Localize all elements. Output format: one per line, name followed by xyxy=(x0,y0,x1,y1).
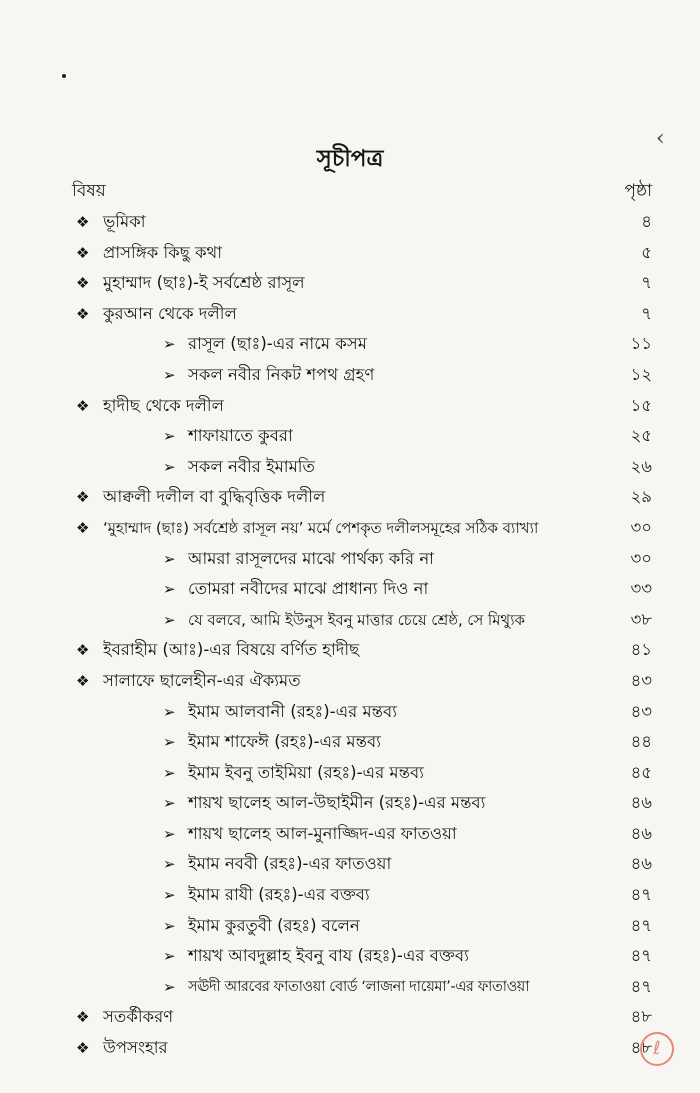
toc-entry[interactable] xyxy=(0,758,700,789)
toc-entry-page: ২৬ xyxy=(630,456,652,476)
toc-entry-title: শায়খ আবদুল্লাহ ইবনু বায (রহঃ)-এর বক্তব্য xyxy=(188,946,469,966)
toc-entry[interactable] xyxy=(0,391,700,422)
toc-entry-page: ৪৩ xyxy=(630,701,652,721)
diamond-bullet-icon: ❖ xyxy=(76,1008,90,1027)
arrow-bullet-icon: ➢ xyxy=(163,549,176,568)
toc-entry[interactable] xyxy=(0,911,700,942)
toc-entry-page: ৪৭ xyxy=(630,885,652,905)
toc-entry[interactable] xyxy=(0,819,700,850)
arrow-bullet-icon: ➢ xyxy=(163,733,176,752)
diamond-bullet-icon: ❖ xyxy=(76,488,90,507)
margin-tick-mark: ‹ xyxy=(656,126,665,151)
toc-entry-title: ‘মুহাম্মাদ (ছাঃ) সর্বশ্রেষ্ঠ রাসূল নয়’ মর্মে পেশকৃত দলীলসমূহের সঠিক ব্যাখ্যা xyxy=(103,518,539,537)
arrow-bullet-icon: ➢ xyxy=(163,335,176,354)
diamond-bullet-icon: ❖ xyxy=(76,1039,90,1058)
toc-entry-page: ৪ xyxy=(641,212,652,231)
toc-entry-title: কুরআন থেকে দলীল xyxy=(103,303,237,323)
toc-entry-page: ৪৮ xyxy=(630,1007,652,1027)
toc-entry-title: ভূমিকা xyxy=(103,212,146,231)
toc-entry[interactable] xyxy=(0,635,700,666)
arrow-bullet-icon: ➢ xyxy=(163,855,176,874)
toc-entry-title: উপসংহার xyxy=(103,1038,168,1058)
toc-entry-title: সতর্কীকরণ xyxy=(103,1007,174,1027)
arrow-bullet-icon: ➢ xyxy=(163,824,176,843)
toc-entry-page: ৪৩ xyxy=(630,670,652,690)
toc-entry[interactable] xyxy=(0,360,700,391)
toc-header xyxy=(72,178,652,208)
toc-entry-title: যে বলবে, আমি ইউনুস ইবনু মাত্তার চেয়ে শ্রেষ্ঠ, সে মিথ্যুক xyxy=(188,610,525,629)
toc-entry-title: শায়খ ছালেহ আল-মুনাজ্জিদ-এর ফাতওয়া xyxy=(188,823,457,843)
toc-entry-page: ৪৮ xyxy=(630,1038,652,1058)
toc-entry-title: আমরা রাসূলদের মাঝে পার্থক্য করি না xyxy=(188,548,434,568)
toc-entry[interactable] xyxy=(0,452,700,483)
toc-entry[interactable] xyxy=(0,268,700,299)
toc-entry[interactable] xyxy=(0,1002,700,1033)
toc-entry[interactable] xyxy=(0,788,700,819)
subject-column-label: বিষয় xyxy=(72,181,106,201)
toc-entry-page: ১২ xyxy=(630,364,652,384)
diamond-bullet-icon: ❖ xyxy=(76,396,90,415)
toc-entry-title: হাদীছ থেকে দলীল xyxy=(103,395,224,415)
toc-entry[interactable] xyxy=(0,238,700,269)
toc-entry-page: ৪৭ xyxy=(630,946,652,966)
toc-entry[interactable] xyxy=(0,605,700,636)
toc-entry[interactable] xyxy=(0,849,700,880)
toc-entry[interactable] xyxy=(0,329,700,360)
diamond-bullet-icon: ❖ xyxy=(76,243,90,262)
diamond-bullet-icon: ❖ xyxy=(76,518,90,537)
toc-entry-title: সকল নবীর ইমামতি xyxy=(188,456,315,476)
toc-entry-title: সঊদী আরবের ফাতাওয়া বোর্ড ‘লাজনা দায়েমা’-এর ফাতাওয়া xyxy=(188,978,530,995)
toc-entry-page: ৪৭ xyxy=(630,976,652,996)
toc-entry-page: ৪৭ xyxy=(630,915,652,935)
page-title: সূচীপত্র xyxy=(316,146,384,172)
watermark-stamp-icon: ℓ xyxy=(640,1032,674,1066)
toc-entry-title: ইমাম কুরতুবী (রহঃ) বলেন xyxy=(188,915,360,935)
toc-entry[interactable] xyxy=(0,421,700,452)
diamond-bullet-icon: ❖ xyxy=(76,641,90,660)
toc-entry[interactable] xyxy=(0,482,700,513)
toc-entry[interactable] xyxy=(0,299,700,330)
toc-entry-page: ৩০ xyxy=(630,548,652,568)
toc-entry-page: ৭ xyxy=(641,303,652,323)
page-column-label: পৃষ্ঠা xyxy=(624,181,652,201)
toc-entry[interactable] xyxy=(0,574,700,605)
toc-entry[interactable] xyxy=(0,544,700,575)
toc-entry-page: ৭ xyxy=(641,273,652,293)
arrow-bullet-icon: ➢ xyxy=(163,763,176,782)
toc-entry-title: প্রাসঙ্গিক কিছু কথা xyxy=(103,242,222,262)
arrow-bullet-icon: ➢ xyxy=(163,427,176,446)
toc-entry-title: তোমরা নবীদের মাঝে প্রাধান্য দিও না xyxy=(188,579,429,599)
toc-entry-page: ৪৬ xyxy=(630,854,652,874)
toc-entry[interactable] xyxy=(0,941,700,972)
toc-entry-page: ৪৬ xyxy=(630,793,652,813)
arrow-bullet-icon: ➢ xyxy=(163,886,176,905)
toc-entry-title: ইমাম আলবানী (রহঃ)-এর মন্তব্য xyxy=(188,701,398,721)
toc-entry-page: ৪৪ xyxy=(630,732,652,752)
toc-entry-title: রাসূল (ছাঃ)-এর নামে কসম xyxy=(188,334,367,354)
toc-entry-title: শায়খ ছালেহ আল-উছাইমীন (রহঃ)-এর মন্তব্য xyxy=(188,793,486,813)
toc-entry-page: ২৫ xyxy=(630,426,652,446)
toc-entry-page: ৩৮ xyxy=(630,609,652,629)
diamond-bullet-icon: ❖ xyxy=(76,304,90,323)
toc-entry-title: সালাফে ছালেহীন-এর ঐক্যমত xyxy=(103,670,301,690)
arrow-bullet-icon: ➢ xyxy=(163,977,176,996)
toc-entry[interactable] xyxy=(0,513,700,544)
toc-entry-title: আক্বলী দলীল বা বুদ্ধিবৃত্তিক দলীল xyxy=(103,487,326,507)
toc-entry-page: ৪১ xyxy=(630,640,652,660)
arrow-bullet-icon: ➢ xyxy=(163,365,176,384)
arrow-bullet-icon: ➢ xyxy=(163,702,176,721)
toc-entry[interactable] xyxy=(0,972,700,1003)
toc-entry-page: ১১ xyxy=(630,334,652,354)
toc-entry-page: ৪৬ xyxy=(630,823,652,843)
arrow-bullet-icon: ➢ xyxy=(163,916,176,935)
arrow-bullet-icon: ➢ xyxy=(163,947,176,966)
toc-entry[interactable] xyxy=(0,697,700,728)
toc-entry-title: ইবরাহীম (আঃ)-এর বিষয়ে বর্ণিত হাদীছ xyxy=(103,640,360,660)
ink-speck xyxy=(62,74,66,78)
diamond-bullet-icon: ❖ xyxy=(76,274,90,293)
toc-entry-page: ১৫ xyxy=(630,395,652,415)
toc-entry-page: ২৯ xyxy=(630,487,652,507)
toc-entry-page: ৪৫ xyxy=(630,762,652,782)
toc-entry-title: ইমাম নববী (রহঃ)-এর ফাতওয়া xyxy=(188,854,392,874)
toc-entry[interactable] xyxy=(0,727,700,758)
diamond-bullet-icon: ❖ xyxy=(76,671,90,690)
arrow-bullet-icon: ➢ xyxy=(163,794,176,813)
toc-entry-title: ইমাম শাফেঈ (রহঃ)-এর মন্তব্য xyxy=(188,732,381,752)
table-of-contents xyxy=(0,207,700,1064)
toc-entry[interactable] xyxy=(0,880,700,911)
arrow-bullet-icon: ➢ xyxy=(163,457,176,476)
toc-entry-page: ৫ xyxy=(641,242,652,262)
toc-entry[interactable] xyxy=(0,1033,700,1064)
toc-entry-title: সকল নবীর নিকট শপথ গ্রহণ xyxy=(188,364,375,384)
toc-entry-title: ইমাম রাযী (রহঃ)-এর বক্তব্য xyxy=(188,885,370,905)
toc-entry-title: শাফায়াতে কুবরা xyxy=(188,426,293,446)
toc-entry[interactable] xyxy=(0,207,700,238)
arrow-bullet-icon: ➢ xyxy=(163,610,176,629)
toc-entry-page: ৩৩ xyxy=(630,579,652,599)
arrow-bullet-icon: ➢ xyxy=(163,580,176,599)
toc-entry-title: মুহাম্মাদ (ছাঃ)-ই সর্বশ্রেষ্ঠ রাসূল xyxy=(103,273,305,293)
toc-entry[interactable] xyxy=(0,666,700,697)
toc-entry-title: ইমাম ইবনু তাইমিয়া (রহঃ)-এর মন্তব্য xyxy=(188,762,424,782)
toc-entry-page: ৩০ xyxy=(630,517,652,537)
diamond-bullet-icon: ❖ xyxy=(76,213,90,231)
